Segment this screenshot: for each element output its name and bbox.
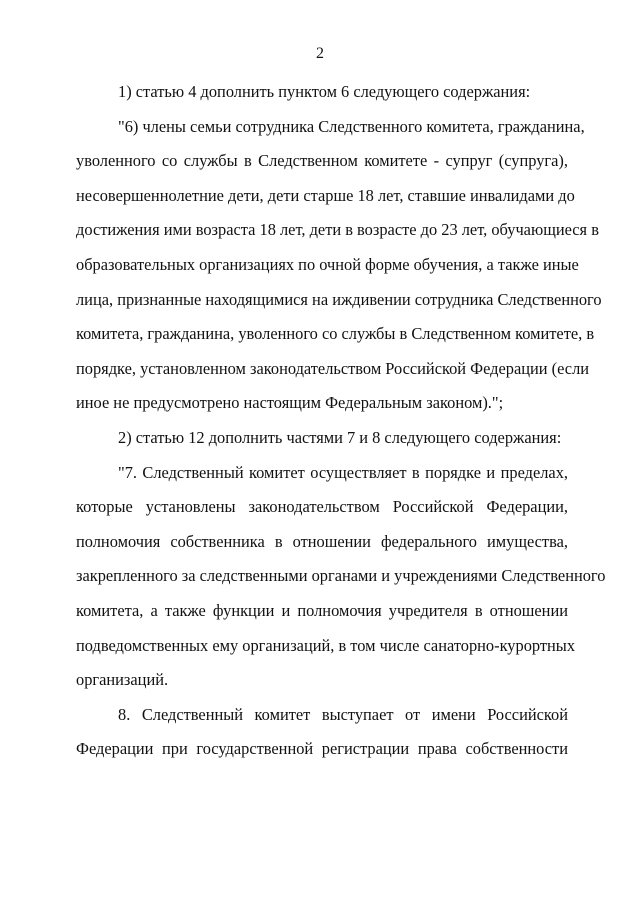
- text-line: которые установлены законодательством Российской Федерации,: [76, 497, 568, 517]
- text-line: организаций.: [76, 670, 169, 690]
- text-line: закрепленного за следственными органами и учреждениями Следственного: [76, 566, 606, 586]
- text-line: 2) статью 12 дополнить частями 7 и 8 следующего содержания:: [118, 427, 562, 447]
- text-line: Федерации при государственной регистрации права собственности: [76, 739, 568, 759]
- text-line: комитета, а также функции и полномочия учредителя в отношении: [76, 600, 568, 620]
- text-line: несовершеннолетние дети, дети старше 18 лет, ставшие инвалидами до: [76, 185, 575, 205]
- text-line: иное не предусмотрено настоящим Федеральным законом).";: [76, 393, 504, 413]
- text-line: лица, признанные находящимися на иждивении сотрудника Следственного: [76, 289, 602, 309]
- document-body: [76, 80, 606, 772]
- text-line: полномочия собственника в отношении федерального имущества,: [76, 531, 568, 551]
- text-line: порядке, установленном законодательством Российской Федерации (если: [76, 358, 590, 378]
- text-line: 8. Следственный комитет выступает от имени Российской: [118, 704, 568, 724]
- text-line: "7. Следственный комитет осуществляет в порядке и пределах,: [118, 462, 568, 482]
- text-line: образовательных организациях по очной форме обучения, а также иные: [76, 254, 579, 274]
- text-line: "6) члены семьи сотрудника Следственного комитета, гражданина,: [118, 116, 585, 136]
- text-line: достижения ими возраста 18 лет, дети в возрасте до 23 лет, обучающиеся в: [76, 220, 599, 240]
- text-line: уволенного со службы в Следственном комитете - супруг (супруга),: [76, 151, 568, 171]
- text-line: подведомственных ему организаций, в том числе санаторно-курортных: [76, 635, 576, 655]
- page-number: 2: [316, 45, 324, 62]
- text-line: комитета, гражданина, уволенного со службы в Следственном комитете, в: [76, 324, 595, 344]
- text-line: 1) статью 4 дополнить пунктом 6 следующего содержания:: [118, 82, 531, 101]
